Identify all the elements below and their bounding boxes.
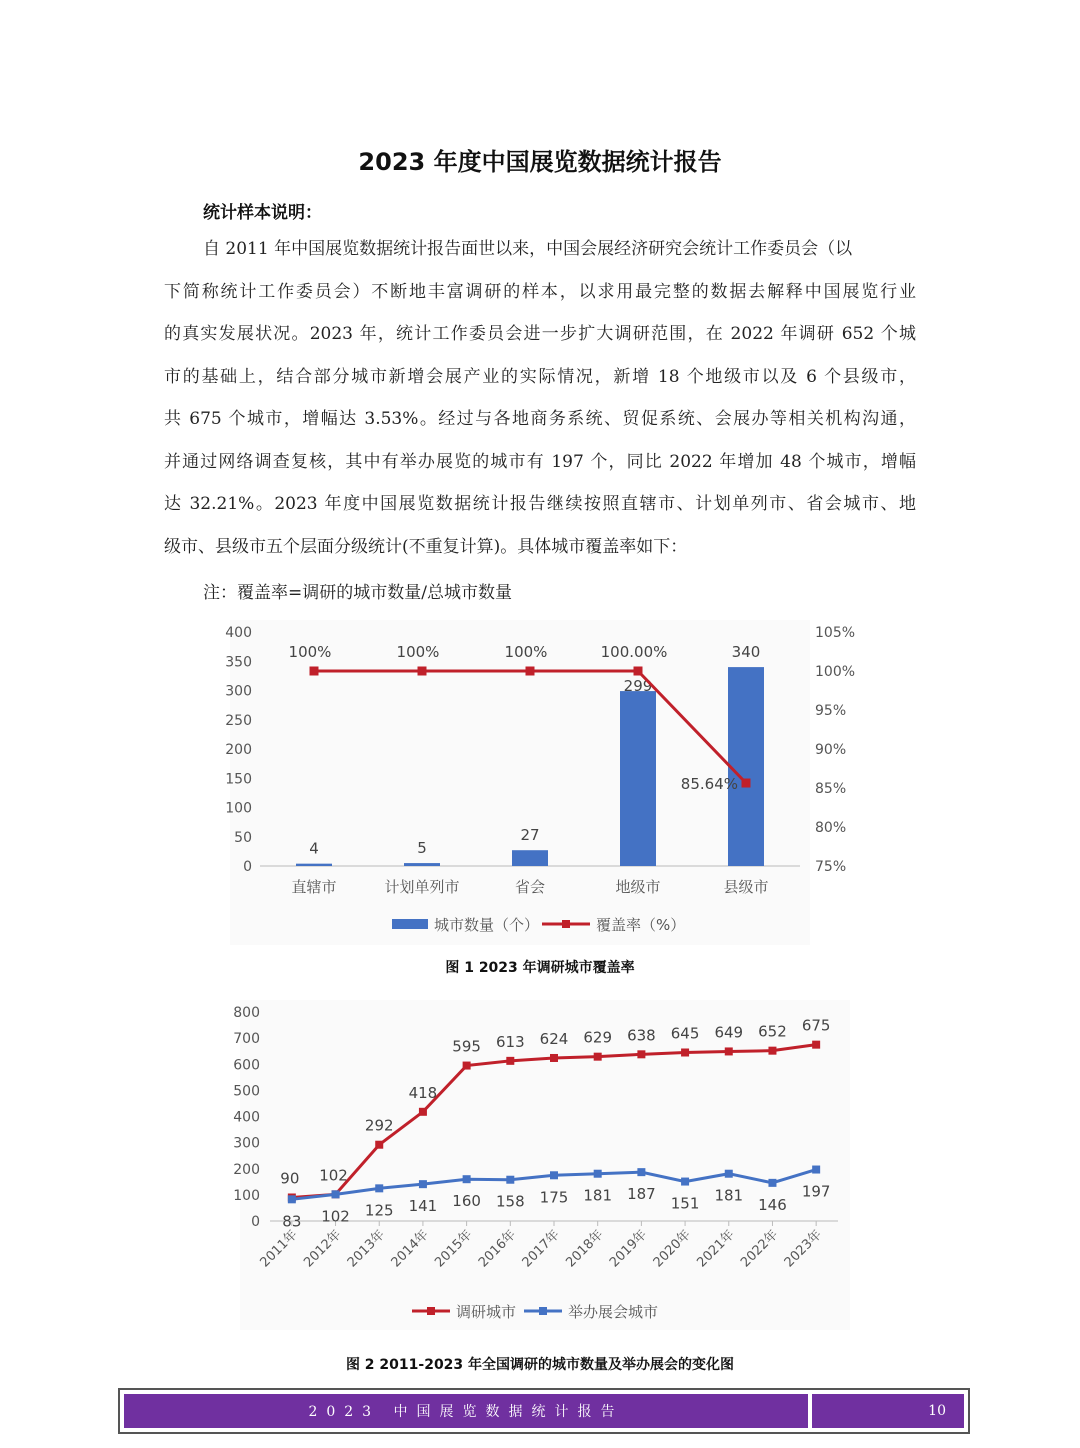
y-left-tick-label: 50	[234, 829, 252, 846]
legend-bar-label: 城市数量（个）	[434, 916, 540, 934]
red-data-label: 675	[801, 1016, 831, 1035]
intro-paragraph	[164, 228, 916, 568]
series-marker	[506, 1057, 514, 1065]
x-category-label: 县级市	[723, 878, 769, 896]
paragraph-line: 自 2011 年中国展览数据统计报告面世以来，中国会展经济研究会统计工作委员会（以	[203, 239, 853, 259]
page-footer	[118, 1388, 970, 1434]
coverage-data-label: 85.64%	[680, 775, 738, 794]
x-tick-label: 2021年	[694, 1227, 738, 1271]
series-marker	[375, 1184, 383, 1192]
blue-data-label: 197	[801, 1182, 831, 1201]
bar	[728, 667, 764, 866]
y-right-tick-label: 80%	[815, 820, 847, 836]
bar	[296, 864, 332, 866]
blue-data-label: 151	[670, 1194, 700, 1213]
series-marker	[681, 1178, 689, 1186]
y-right-tick-label: 95%	[815, 703, 847, 719]
series-marker	[332, 1190, 340, 1198]
y-tick-label: 400	[233, 1109, 260, 1126]
red-data-label: 624	[539, 1029, 569, 1048]
y-left-tick-label: 350	[225, 654, 252, 671]
bar-data-label: 340	[731, 643, 761, 662]
figure1-caption: 图 1 2023 年调研城市覆盖率	[445, 960, 635, 976]
y-tick-label: 0	[251, 1214, 260, 1230]
red-data-label: 629	[583, 1028, 613, 1047]
paragraph-line: 并通过网络调查复核，其中有举办展览的城市有 197 个，同比 2022 年增加 48 个城市，增幅	[164, 451, 916, 472]
blue-data-label: 181	[583, 1186, 613, 1205]
footer-running-title: 2023 中国展览数据统计报告	[124, 1394, 808, 1428]
series-marker	[725, 1047, 733, 1055]
x-tick-label: 2019年	[607, 1227, 651, 1271]
red-data-label: 102	[319, 1166, 348, 1185]
series-marker	[768, 1179, 776, 1187]
coverage-marker	[526, 667, 535, 676]
legend-line-label: 覆盖率（%）	[596, 916, 686, 934]
coverage-note: 注：覆盖率=调研的城市数量/总城市数量	[203, 583, 512, 603]
blue-data-label: 141	[408, 1197, 438, 1216]
y-left-tick-label: 100	[225, 800, 252, 817]
blue-data-label: 187	[627, 1185, 656, 1204]
section-heading: 统计样本说明：	[203, 203, 322, 223]
series-marker	[768, 1047, 776, 1055]
x-category-label: 计划单列市	[384, 878, 460, 896]
coverage-marker	[742, 779, 751, 788]
legend-red-label: 调研城市	[456, 1303, 517, 1321]
y-right-tick-label: 100%	[815, 664, 856, 680]
paragraph-line: 下简称统计工作委员会）不断地丰富调研的样本，以求用最完整的数据去解释中国展览行业	[164, 281, 916, 302]
red-data-label: 649	[714, 1023, 744, 1042]
paragraph-line: 的真实发展状况。2023 年，统计工作委员会进一步扩大调研范围，在 2022 年调研 652 个城	[164, 324, 916, 344]
paragraph-line: 达 32.21%。2023 年度中国展览数据统计报告继续按照直辖市、计划单列市、省会城市、地	[164, 494, 916, 514]
red-data-label: 613	[495, 1032, 525, 1051]
series-marker	[637, 1168, 645, 1176]
series-marker	[550, 1171, 558, 1179]
blue-data-label: 146	[758, 1195, 787, 1214]
series-marker	[463, 1175, 471, 1183]
bar-data-label: 4	[309, 839, 319, 858]
paragraph-line: 共 675 个城市，增幅达 3.53%。经过与各地商务系统、贸促系统、会展办等相关机构沟通，	[164, 409, 916, 429]
x-tick-label: 2020年	[650, 1227, 694, 1271]
y-tick-label: 100	[233, 1187, 260, 1204]
y-tick-label: 600	[233, 1057, 260, 1074]
x-tick-label: 2015年	[432, 1227, 476, 1271]
red-data-label: 645	[670, 1024, 700, 1043]
x-tick-label: 2016年	[475, 1227, 520, 1271]
blue-data-label: 160	[452, 1192, 481, 1211]
coverage-data-label: 100%	[504, 643, 548, 661]
series-marker	[812, 1041, 820, 1049]
red-data-label: 292	[364, 1116, 394, 1135]
x-tick-label: 2022年	[738, 1227, 782, 1271]
legend-red-marker	[427, 1307, 435, 1315]
document-title: 2023 年度中国展览数据统计报告	[358, 148, 722, 176]
coverage-data-label: 100.00%	[600, 643, 668, 661]
red-data-label: 638	[627, 1026, 656, 1045]
bar	[620, 691, 656, 866]
coverage-data-label: 100%	[288, 643, 332, 661]
series-marker	[725, 1170, 733, 1178]
legend-bar-swatch	[392, 919, 428, 929]
bar	[404, 863, 440, 866]
series-marker	[375, 1141, 383, 1149]
paragraph-line: 市的基础上，结合部分城市新增会展产业的实际情况，新增 18 个地级市以及 6 个县级市，	[164, 366, 916, 387]
legend-blue-marker	[539, 1307, 547, 1315]
red-data-label: 90	[280, 1169, 300, 1188]
red-data-label: 418	[408, 1083, 438, 1102]
blue-data-label: 181	[714, 1186, 744, 1205]
red-data-label: 652	[758, 1022, 787, 1041]
blue-data-label: 83	[282, 1212, 302, 1231]
y-right-tick-label: 90%	[815, 742, 847, 758]
y-left-tick-label: 400	[225, 625, 252, 641]
y-tick-label: 200	[233, 1161, 260, 1178]
y-left-tick-label: 0	[243, 859, 252, 875]
red-data-label: 595	[452, 1037, 481, 1056]
y-left-tick-label: 250	[225, 712, 252, 729]
coverage-marker	[634, 667, 643, 676]
series-marker	[288, 1195, 296, 1203]
y-right-tick-label: 85%	[815, 781, 847, 797]
blue-data-label: 175	[539, 1188, 569, 1207]
figure2-caption: 图 2 2011-2023 年全国调研的城市数量及举办展会的变化图	[345, 1357, 735, 1373]
y-left-tick-label: 200	[225, 742, 252, 758]
y-tick-label: 500	[233, 1083, 260, 1100]
blue-data-label: 158	[495, 1192, 525, 1211]
blue-data-label: 102	[321, 1207, 350, 1226]
series-marker	[419, 1108, 427, 1116]
series-marker	[550, 1054, 558, 1062]
city-trend-chart	[200, 995, 880, 1335]
x-category-label: 地级市	[615, 878, 661, 896]
series-marker	[594, 1170, 602, 1178]
y-tick-label: 300	[233, 1135, 260, 1152]
paragraph-line: 级市、县级市五个层面分级统计(不重复计算)。具体城市覆盖率如下：	[164, 536, 688, 557]
coverage-data-label: 100%	[396, 643, 440, 661]
footer-page-number: 10	[812, 1394, 964, 1428]
series-marker	[681, 1048, 689, 1056]
legend-line-marker	[562, 920, 570, 928]
x-tick-label: 2014年	[388, 1227, 432, 1271]
y-left-tick-label: 150	[225, 771, 252, 788]
legend-blue-label: 举办展会城市	[568, 1303, 659, 1321]
y-right-tick-label: 75%	[815, 859, 847, 875]
x-category-label: 直辖市	[291, 878, 337, 896]
blue-data-label: 125	[364, 1201, 394, 1220]
x-tick-label: 2023年	[781, 1227, 825, 1271]
series-marker	[419, 1180, 427, 1188]
coverage-marker	[310, 667, 319, 676]
y-tick-label: 700	[233, 1031, 260, 1048]
bar-data-label: 5	[417, 839, 427, 858]
series-marker	[594, 1053, 602, 1061]
series-marker	[463, 1062, 471, 1070]
y-left-tick-label: 300	[225, 683, 252, 700]
x-tick-label: 2012年	[301, 1227, 345, 1271]
series-marker	[637, 1050, 645, 1058]
bar-data-label: 27	[520, 826, 540, 845]
x-tick-label: 2018年	[563, 1227, 607, 1271]
x-tick-label: 2011年	[257, 1227, 301, 1271]
bar	[512, 850, 548, 866]
y-tick-label: 800	[233, 1005, 260, 1021]
coverage-marker	[418, 667, 427, 676]
x-tick-label: 2017年	[519, 1227, 563, 1271]
series-marker	[812, 1166, 820, 1174]
x-category-label: 省会	[514, 878, 546, 896]
x-tick-label: 2013年	[344, 1227, 389, 1271]
bar-data-label: 299	[623, 677, 653, 696]
series-marker	[506, 1176, 514, 1184]
coverage-chart	[200, 615, 880, 945]
y-right-tick-label: 105%	[815, 625, 856, 641]
